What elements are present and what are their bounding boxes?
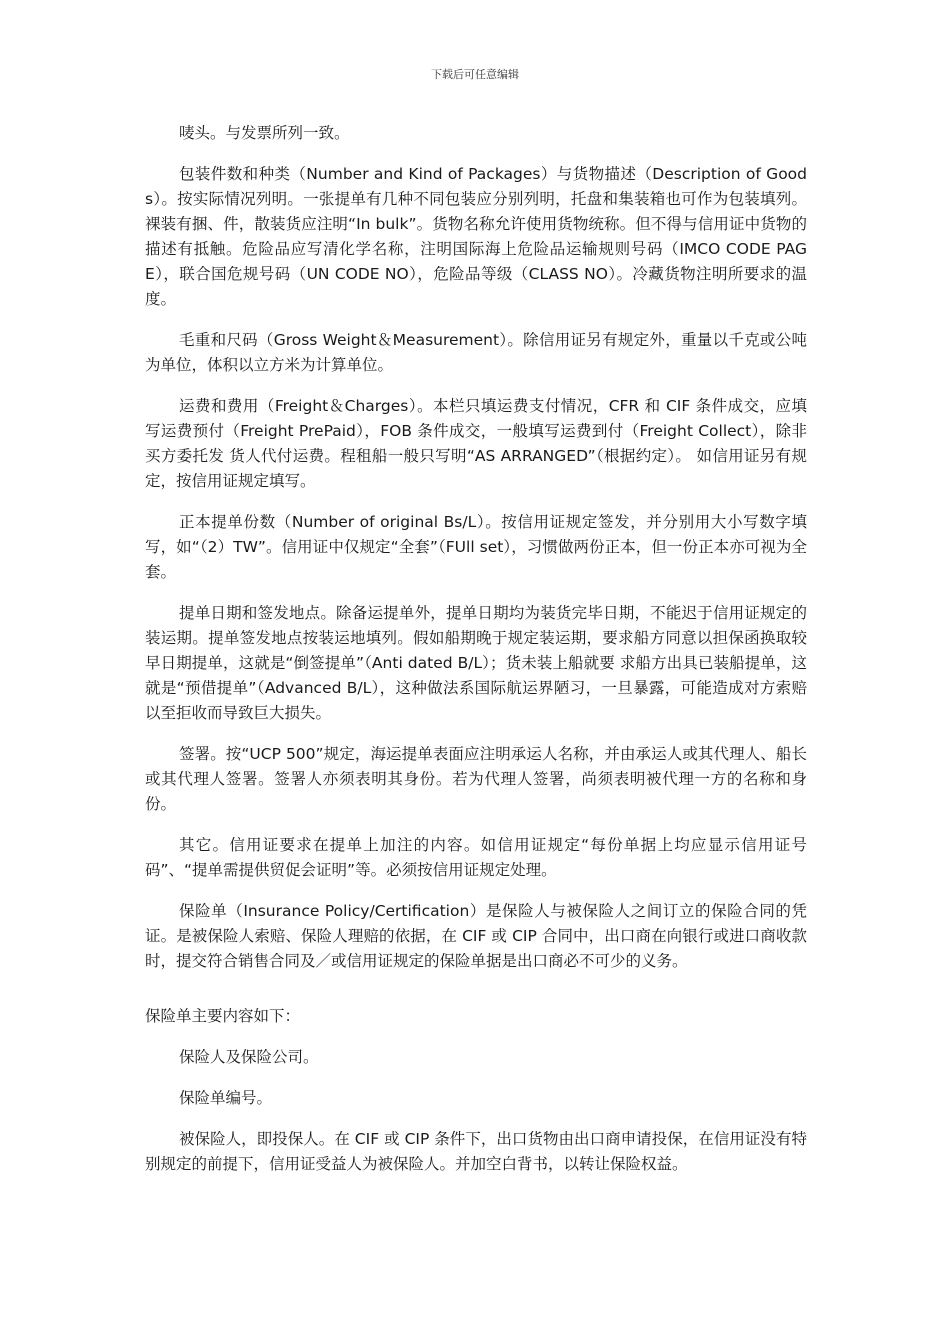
page-header: 下载后可任意编辑 [431,68,519,81]
paragraph-original-bl-count: 正本提单份数（Number of original Bs/L）。按信用证规定签发，并分别用大小写数字填写，如“（2）TW”。信用证中仅规定“全套”（FUll set），习惯做两份正本，但一份正本亦可视为全套。 [145,513,807,581]
paragraph-bl-date-place: 提单日期和签发地点。除备运提单外，提单日期均为装货完毕日期，不能迟于信用证规定的装运期。提单签发地点按装运地填列。假如船期晚于规定装运期，要求船方同意以担保函换取较早日期提单，这就是“倒签提单”（Anti dated B/L）；货未装上船就要 求船方出具已装船提单，这就是“预借提单”（Advanced B/L），这种做法系国际航运界陋习，一旦暴露，可能造成对方索赔以至拒收而导致巨大损失。 [145,604,807,722]
paragraph-insurance-policy: 保险单（Insurance Policy/Certification）是保险人与被保险人之间订立的保险合同的凭证。是被保险人索赔、保险人理赔的依据，在 CIF 或 CIP 合同中，出口商在向银行或进口商收款时，提交符合销售合同及／或信用证规定的保险单据是出口商必不可少的义务。 [145,902,807,970]
paragraph-freight-charges: 运费和费用（Freight＆Charges）。本栏只填运费支付情况，CFR 和 CIF 条件成交，应填写运费预付（Freight PrePaid），FOB 条件成交，一般填写运费到付（Freight Collect），除非买方委托发 货人代付运费。程租船一般只写明“AS ARRANGED”（根据约定）。 如信用证另有规定，按信用证规定填写。 [145,397,807,490]
paragraph-packages-description: 包装件数和种类（Number and Kind of Packages）与货物描述（Description of Goods）。按实际情况列明。一张提单有几种不同包装应分别列明，托盘和集装箱也可作为包装填列。裸装有捆、件，散装货应注明“In bulk”。货物名称允许使用货物统称。但不得与信用证中货物的描述有抵触。危险品应写清化学名称，注明国际海上危险品运输规则号码（IMCO CODE PAGE），联合国危规号码（UN CODE NO），危险品等级（CLASS NO）。冷藏货物注明所要求的温度。 [145,165,807,308]
paragraph-weight-measurement: 毛重和尺码（Gross Weight＆Measurement）。除信用证另有规定外，重量以千克或公吨为单位，体积以立方米为计算单位。 [145,331,807,374]
paragraph-shipping-marks: 唛头。与发票所列一致。 [179,124,350,142]
paragraph-policy-number: 保险单编号。 [179,1089,273,1107]
paragraph-insurance-contents-heading: 保险单主要内容如下： [145,1007,301,1025]
paragraph-insured: 被保险人，即投保人。在 CIF 或 CIP 条件下，出口货物由出口商申请投保，在信用证没有特别规定的前提下，信用证受益人为被保险人。并加空白背书，以转让保险权益。 [145,1130,807,1173]
paragraph-insurer: 保险人及保险公司。 [179,1048,319,1066]
paragraph-other: 其它。信用证要求在提单上加注的内容。如信用证规定“每份单据上均应显示信用证号码”、“提单需提供贸促会证明”等。必须按信用证规定处理。 [145,836,807,879]
paragraph-signature: 签署。按“UCP 500”规定，海运提单表面应注明承运人名称，并由承运人或其代理人、船长或其代理人签署。签署人亦须表明其身份。若为代理人签署，尚须表明被代理一方的名称和身份。 [145,745,807,813]
document-body [145,121,807,1177]
